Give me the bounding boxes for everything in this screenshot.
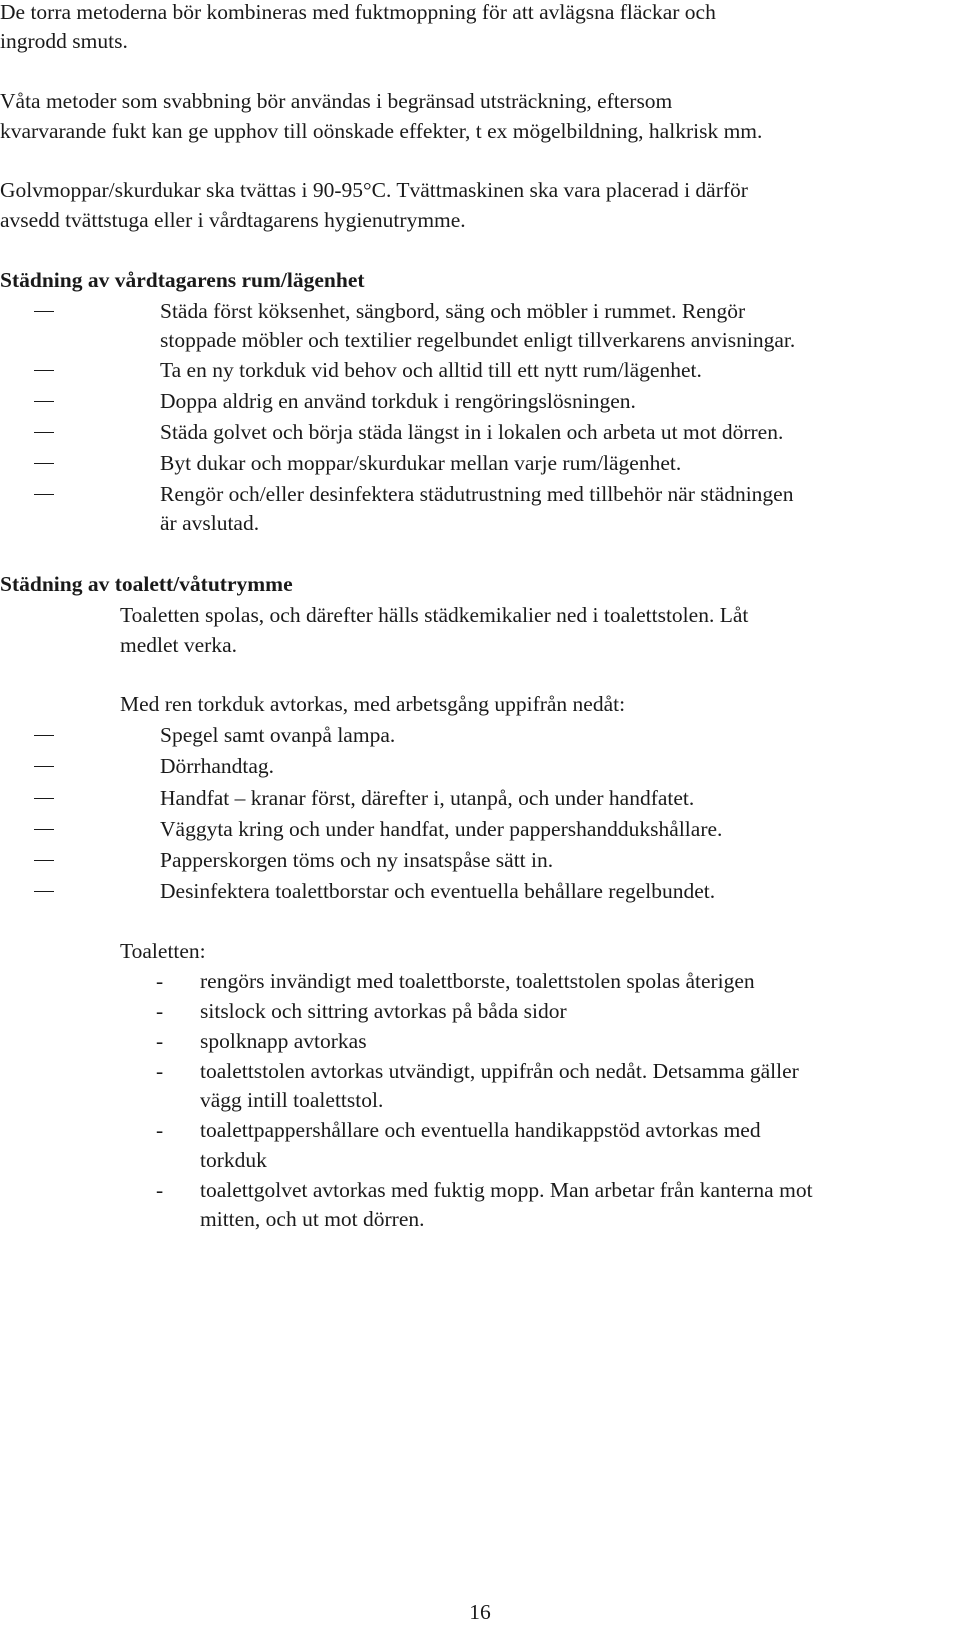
toilet-p1-line1: Toaletten spolas, och därefter hälls städkemikalier ned i toalettstolen. Låt [120, 603, 749, 627]
page-number: 16 [469, 1600, 491, 1624]
dash-marker [34, 494, 54, 495]
intro-p1-line1: De torra metoderna bör kombineras med fuktmoppning för att avlägsna fläckar och [0, 0, 716, 24]
section-heading-room: Städning av vårdtagarens rum/lägenhet [0, 268, 365, 292]
list-item: Rengör och/eller desinfektera städutrustning med tillbehör när städningen [160, 482, 794, 506]
list-item: Dörrhandtag. [160, 754, 275, 778]
hyphen-bullet: - [156, 1029, 164, 1053]
toilet-label: Toaletten: [120, 939, 206, 963]
list-item-continuation: är avslutad. [160, 511, 260, 535]
intro-p2-line2: kvarvarande fukt kan ge upphov till oönskade effekter, t ex mögelbildning, halkrisk mm. [0, 119, 763, 143]
hyphen-bullet: - [156, 999, 164, 1023]
dash-marker [34, 798, 54, 799]
section-heading-toilet: Städning av toalett/våtutrymme [0, 572, 293, 596]
hyphen-bullet: - [156, 969, 164, 993]
dash-marker [34, 432, 54, 433]
list-item-continuation: mitten, och ut mot dörren. [200, 1207, 425, 1231]
dash-marker [34, 891, 54, 892]
toilet-p1-line2: medlet verka. [120, 633, 238, 657]
list-item: toalettpappershållare och eventuella handikappstöd avtorkas med [200, 1118, 761, 1142]
dash-marker [34, 860, 54, 861]
intro-p3-line2: avsedd tvättstuga eller i vårdtagarens hygienutrymme. [0, 208, 466, 232]
list-item: toalettstolen avtorkas utvändigt, uppifrån och nedåt. Detsamma gäller [200, 1059, 799, 1083]
list-item: rengörs invändigt med toalettborste, toalettstolen spolas återigen [200, 969, 755, 993]
toilet-p2: Med ren torkduk avtorkas, med arbetsgång uppifrån nedåt: [120, 692, 626, 716]
dash-marker [34, 401, 54, 402]
list-item: toalettgolvet avtorkas med fuktig mopp. Man arbetar från kanterna mot [200, 1178, 813, 1202]
list-item-continuation: stoppade möbler och textilier regelbundet enligt tillverkarens anvisningar. [160, 328, 796, 352]
list-item: Städa golvet och börja städa längst in i lokalen och arbeta ut mot dörren. [160, 420, 784, 444]
list-item: sitslock och sittring avtorkas på båda sidor [200, 999, 567, 1023]
intro-p3-line1: Golvmoppar/skurdukar ska tvättas i 90-95°C. Tvättmaskinen ska vara placerad i därför [0, 178, 748, 202]
list-item: Väggyta kring och under handfat, under pappershanddukshållare. [160, 817, 723, 841]
hyphen-bullet: - [156, 1059, 164, 1083]
intro-p2-line1: Våta metoder som svabbning bör användas i begränsad utsträckning, eftersom [0, 89, 673, 113]
list-item-continuation: vägg intill toalettstol. [200, 1088, 384, 1112]
dash-marker [34, 829, 54, 830]
dash-marker [34, 766, 54, 767]
hyphen-bullet: - [156, 1118, 164, 1142]
intro-p1-line2: ingrodd smuts. [0, 29, 128, 53]
list-item: Spegel samt ovanpå lampa. [160, 723, 396, 747]
list-item: Papperskorgen töms och ny insatspåse sätt in. [160, 848, 554, 872]
list-item: spolknapp avtorkas [200, 1029, 367, 1053]
list-item-continuation: torkduk [200, 1148, 267, 1172]
list-item: Desinfektera toalettborstar och eventuella behållare regelbundet. [160, 879, 716, 903]
dash-marker [34, 370, 54, 371]
hyphen-bullet: - [156, 1178, 164, 1202]
dash-marker [34, 735, 54, 736]
list-item: Byt dukar och moppar/skurdukar mellan varje rum/lägenhet. [160, 451, 682, 475]
dash-marker [34, 463, 54, 464]
list-item: Doppa aldrig en använd torkduk i rengöringslösningen. [160, 389, 636, 413]
dash-marker [34, 311, 54, 312]
list-item: Ta en ny torkduk vid behov och alltid till ett nytt rum/lägenhet. [160, 358, 702, 382]
list-item: Städa först köksenhet, sängbord, säng och möbler i rummet. Rengör [160, 299, 746, 323]
list-item: Handfat – kranar först, därefter i, utanpå, och under handfatet. [160, 786, 695, 810]
